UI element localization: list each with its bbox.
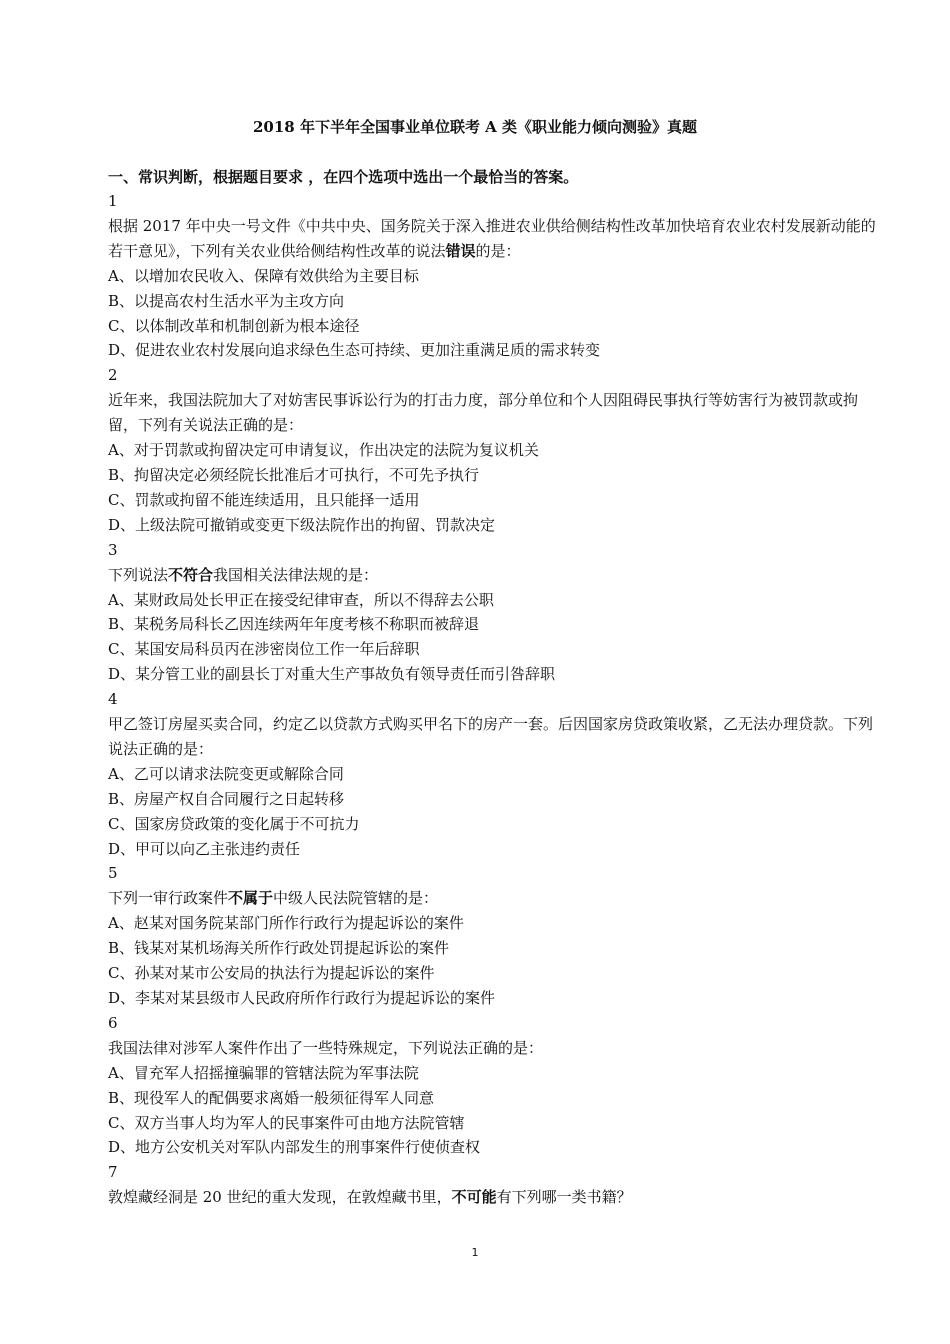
question-stem [108,563,878,588]
answer-option: D、某分管工业的副县长丁对重大生产事故负有领导责任而引咎辞职 [108,665,556,684]
question-stem [108,214,878,264]
answer-option: A、以增加农民收入、保障有效供给为主要目标 [108,266,419,285]
page-number: 1 [471,1246,479,1259]
question-number: 5 [108,864,118,883]
answer-option: D、促进农业农村发展向追求绿色生态可持续、更加注重满足质的需求转变 [108,341,601,360]
answer-option: B、以提高农村生活水平为主攻方向 [108,291,345,310]
answer-option: A、对于罚款或拘留决定可申请复议，作出决定的法院为复议机关 [108,441,539,460]
answer-option: B、拘留决定必须经院长批准后才可执行，不可先予执行 [108,465,480,484]
stem-text: 敦煌藏经洞是 20 世纪的重大发现，在敦煌藏书里， [108,1188,452,1207]
stem-text: 我国法律对涉军人案件作出了一些特殊规定，下列说法正确的是： [108,1038,544,1057]
answer-option: A、冒充军人招摇撞骗罪的管辖法院为军事法院 [108,1063,419,1082]
question-stem [108,388,878,438]
answer-option: D、地方公安机关对军队内部发生的刑事案件行使侦查权 [108,1138,481,1157]
answer-option: C、罚款或拘留不能连续适用，且只能择一适用 [108,490,420,509]
answer-option: A、某财政局处长甲正在接受纪律审查，所以不得辞去公职 [108,590,494,609]
question-number: 7 [108,1163,118,1182]
question-number: 3 [108,540,118,559]
answer-option: A、赵某对国务院某部门所作行政行为提起诉讼的案件 [108,914,464,933]
section-heading: 一、常识判断，根据题目要求 ，在四个选项中选出一个最恰当的答案。 [108,168,579,186]
question-stem [108,886,878,911]
question-number: 2 [108,366,118,385]
stem-text-after: 有下列哪一类书籍？ [496,1188,632,1207]
stem-text-after: 我国相关法律法规的是： [213,565,379,584]
answer-option: C、孙某对某市公安局的执法行为提起诉讼的案件 [108,964,435,983]
question-number: 6 [108,1013,118,1032]
stem-text-after: 中级人民法院管辖的是： [273,889,439,908]
answer-option: C、国家房贷政策的变化属于不可抗力 [108,814,360,833]
question-number: 4 [108,690,118,709]
stem-emphasis: 不可能 [451,1188,497,1207]
question-number: 1 [108,192,118,210]
question-stem [108,1185,878,1210]
answer-option: D、李某对某县级市人民政府所作行政行为提起诉讼的案件 [108,989,496,1007]
question-list [108,189,878,1210]
stem-emphasis: 不符合 [168,565,214,584]
answer-option: C、某国安局科员丙在涉密岗位工作一年后辞职 [108,640,420,659]
answer-option: A、乙可以请求法院变更或解除合同 [108,764,344,783]
stem-text: 下列说法 [108,565,169,584]
stem-text: 下列一审行政案件 [108,889,229,908]
stem-text: 甲乙签订房屋买卖合同，约定乙以贷款方式购买甲名下的房产一套。后因国家房贷政策收紧，乙无法办理贷款。下列说法正确的是： [108,715,874,758]
answer-option: C、双方当事人均为军人的民事案件可由地方法院管辖 [108,1113,465,1132]
answer-option: D、甲可以向乙主张违约责任 [108,839,301,858]
question-stem [108,1036,878,1061]
stem-emphasis: 错误 [445,241,476,260]
answer-option: B、现役军人的配偶要求离婚一般须征得军人同意 [108,1088,435,1107]
answer-option: C、以体制改革和机制创新为根本途径 [108,316,360,335]
answer-option: B、房屋产权自合同履行之日起转移 [108,789,345,808]
stem-text: 近年来，我国法院加大了对妨害民事诉讼行为的打击力度，部分单位和个人因阻碍民事执行等妨害行为被罚款或拘留，下列有关说法正确的是： [108,391,859,435]
answer-option: B、某税务局科长乙因连续两年年度考核不称职而被辞退 [108,615,480,634]
question-stem [108,712,878,762]
stem-text-after: 的是： [475,241,521,260]
stem-emphasis: 不属于 [228,889,274,908]
document-title: 2018 年下半年全国事业单位联考 A 类《职业能力倾向测验》真题 [252,118,698,136]
answer-option: D、上级法院可撤销或变更下级法院作出的拘留、罚款决定 [108,515,496,534]
stem-text: 根据 2017 年中央一号文件《中共中央、国务院关于深入推进农业供给侧结构性改革加快培育农业农村发展新动能的若干意见》，下列有关农业供给侧结构性改革的说法 [108,216,876,260]
answer-option: B、钱某对某机场海关所作行政处罚提起诉讼的案件 [108,939,450,958]
